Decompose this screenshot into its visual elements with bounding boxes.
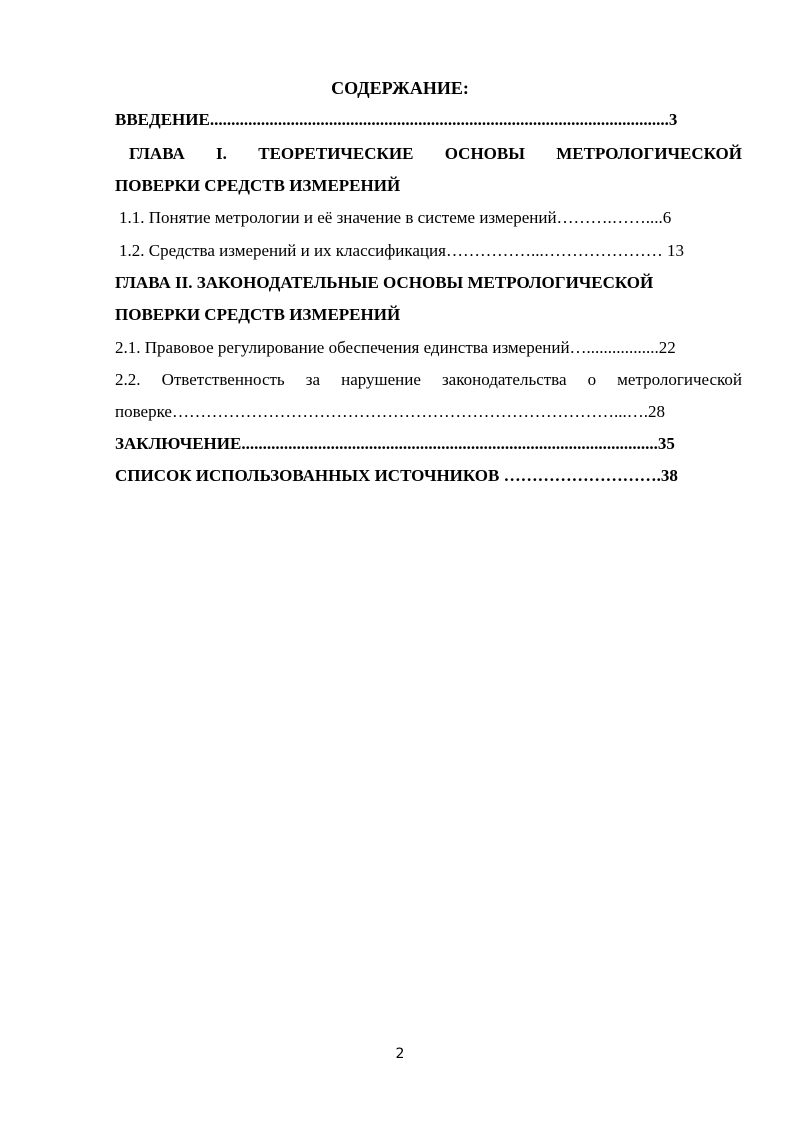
toc-entry-conclusion: ЗАКЛЮЧЕНИЕ..................................................................................................35	[115, 434, 675, 453]
toc-entry-chapter-1-line-2: ПОВЕРКИ СРЕДСТВ ИЗМЕРЕНИЙ	[115, 176, 401, 195]
toc-entry-section-2-2-line-2: поверке……………………………………………………………………...….28	[115, 402, 665, 421]
toc-entry-section-2-1: 2.1. Правовое регулирование обеспечения единства измерений….................22	[115, 338, 676, 357]
toc-entry-chapter-1-line-1: ГЛАВА I. ТЕОРЕТИЧЕСКИЕ ОСНОВЫ МЕТРОЛОГИЧЕСКОЙ	[129, 144, 742, 163]
toc-entry-references: СПИСОК ИСПОЛЬЗОВАННЫХ ИСТОЧНИКОВ ……………………….38	[115, 466, 678, 485]
toc-entry-section-1-2: 1.2. Средства измерений и их классификация……………...………………… 13	[119, 241, 684, 260]
page-number: 2	[395, 1046, 405, 1062]
toc-entry-section-1-1: 1.1. Понятие метрологии и её значение в системе измерений……….……....6	[119, 208, 672, 227]
toc-entry-introduction: ВВЕДЕНИЕ............................................................................................................3	[115, 110, 678, 129]
toc-title: СОДЕРЖАНИЕ:	[331, 78, 469, 98]
toc-entry-chapter-2-line-1: ГЛАВА II. ЗАКОНОДАТЕЛЬНЫЕ ОСНОВЫ МЕТРОЛОГИЧЕСКОЙ	[115, 273, 654, 292]
toc-entry-section-2-2-line-1: 2.2. Ответственность за нарушение законодательства о метрологической	[115, 370, 742, 389]
toc-entry-chapter-2-line-2: ПОВЕРКИ СРЕДСТВ ИЗМЕРЕНИЙ	[115, 305, 401, 324]
